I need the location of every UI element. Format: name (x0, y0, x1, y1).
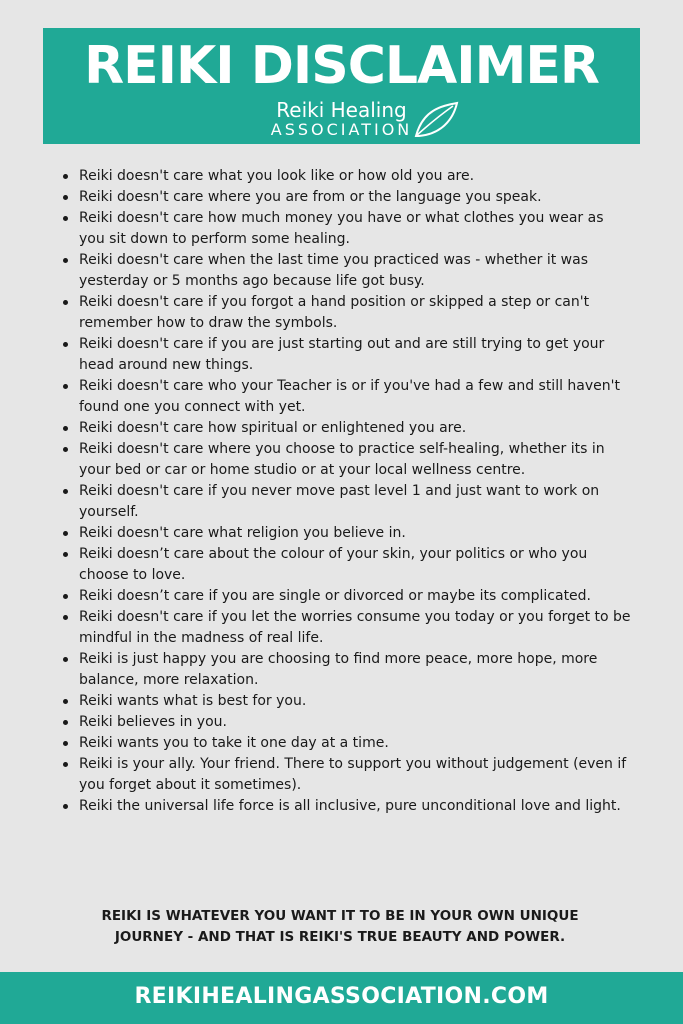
list-item: Reiki doesn't care how much money you have or what clothes you wear as you sit down to perform some healing. (62, 208, 632, 250)
association-logo (43, 98, 640, 142)
list-item: Reiki doesn’t care if you are single or divorced or maybe its complicated. (62, 586, 632, 607)
page-title: REIKI DISCLAIMER (84, 36, 599, 96)
list-item: Reiki the universal life force is all inclusive, pure unconditional love and light. (62, 796, 632, 817)
list-item: Reiki is your ally. Your friend. There to support you without judgement (even if you forget about it sometimes). (62, 754, 632, 796)
list-item: Reiki doesn't care where you choose to practice self-healing, whether its in your bed or car or home studio or at your local wellness centre. (62, 439, 632, 481)
disclaimer-list (62, 166, 632, 817)
logo-text-line1: Reiki Healing (276, 98, 407, 122)
closing-statement: REIKI IS WHATEVER YOU WANT IT TO BE IN YOUR OWN UNIQUE JOURNEY - AND THAT IS REIKI'S TRUE BEAUTY AND POWER. (101, 908, 579, 945)
list-item: Reiki wants you to take it one day at a time. (62, 733, 632, 754)
list-item: Reiki doesn't care where you are from or the language you speak. (62, 187, 632, 208)
list-item: Reiki wants what is best for you. (62, 691, 632, 712)
website-url[interactable]: REIKIHEALINGASSOCIATION.COM (134, 984, 549, 1009)
list-item: Reiki doesn't care if you let the worries consume you today or you forget to be mindful in the madness of real life. (62, 607, 632, 649)
list-item: Reiki doesn’t care about the colour of your skin, your politics or who you choose to love. (62, 544, 632, 586)
list-item: Reiki doesn't care what religion you believe in. (62, 523, 632, 544)
list-item: Reiki doesn't care if you forgot a hand position or skipped a step or can't remember how to draw the symbols. (62, 292, 632, 334)
list-item: Reiki is just happy you are choosing to find more peace, more hope, more balance, more relaxation. (62, 649, 632, 691)
list-item: Reiki doesn't care how spiritual or enlightened you are. (62, 418, 632, 439)
list-item: Reiki doesn't care when the last time you practiced was - whether it was yesterday or 5 months ago because life got busy. (62, 250, 632, 292)
title-banner (43, 28, 640, 144)
leaf-icon (413, 100, 459, 140)
footer-banner (0, 972, 683, 1024)
list-item: Reiki believes in you. (62, 712, 632, 733)
list-item: Reiki doesn't care what you look like or how old you are. (62, 166, 632, 187)
list-item: Reiki doesn't care if you never move past level 1 and just want to work on yourself. (62, 481, 632, 523)
list-item: Reiki doesn't care if you are just starting out and are still trying to get your head around new things. (62, 334, 632, 376)
list-item: Reiki doesn't care who your Teacher is or if you've had a few and still haven't found one you connect with yet. (62, 376, 632, 418)
logo-text-line2: ASSOCIATION (270, 120, 413, 139)
